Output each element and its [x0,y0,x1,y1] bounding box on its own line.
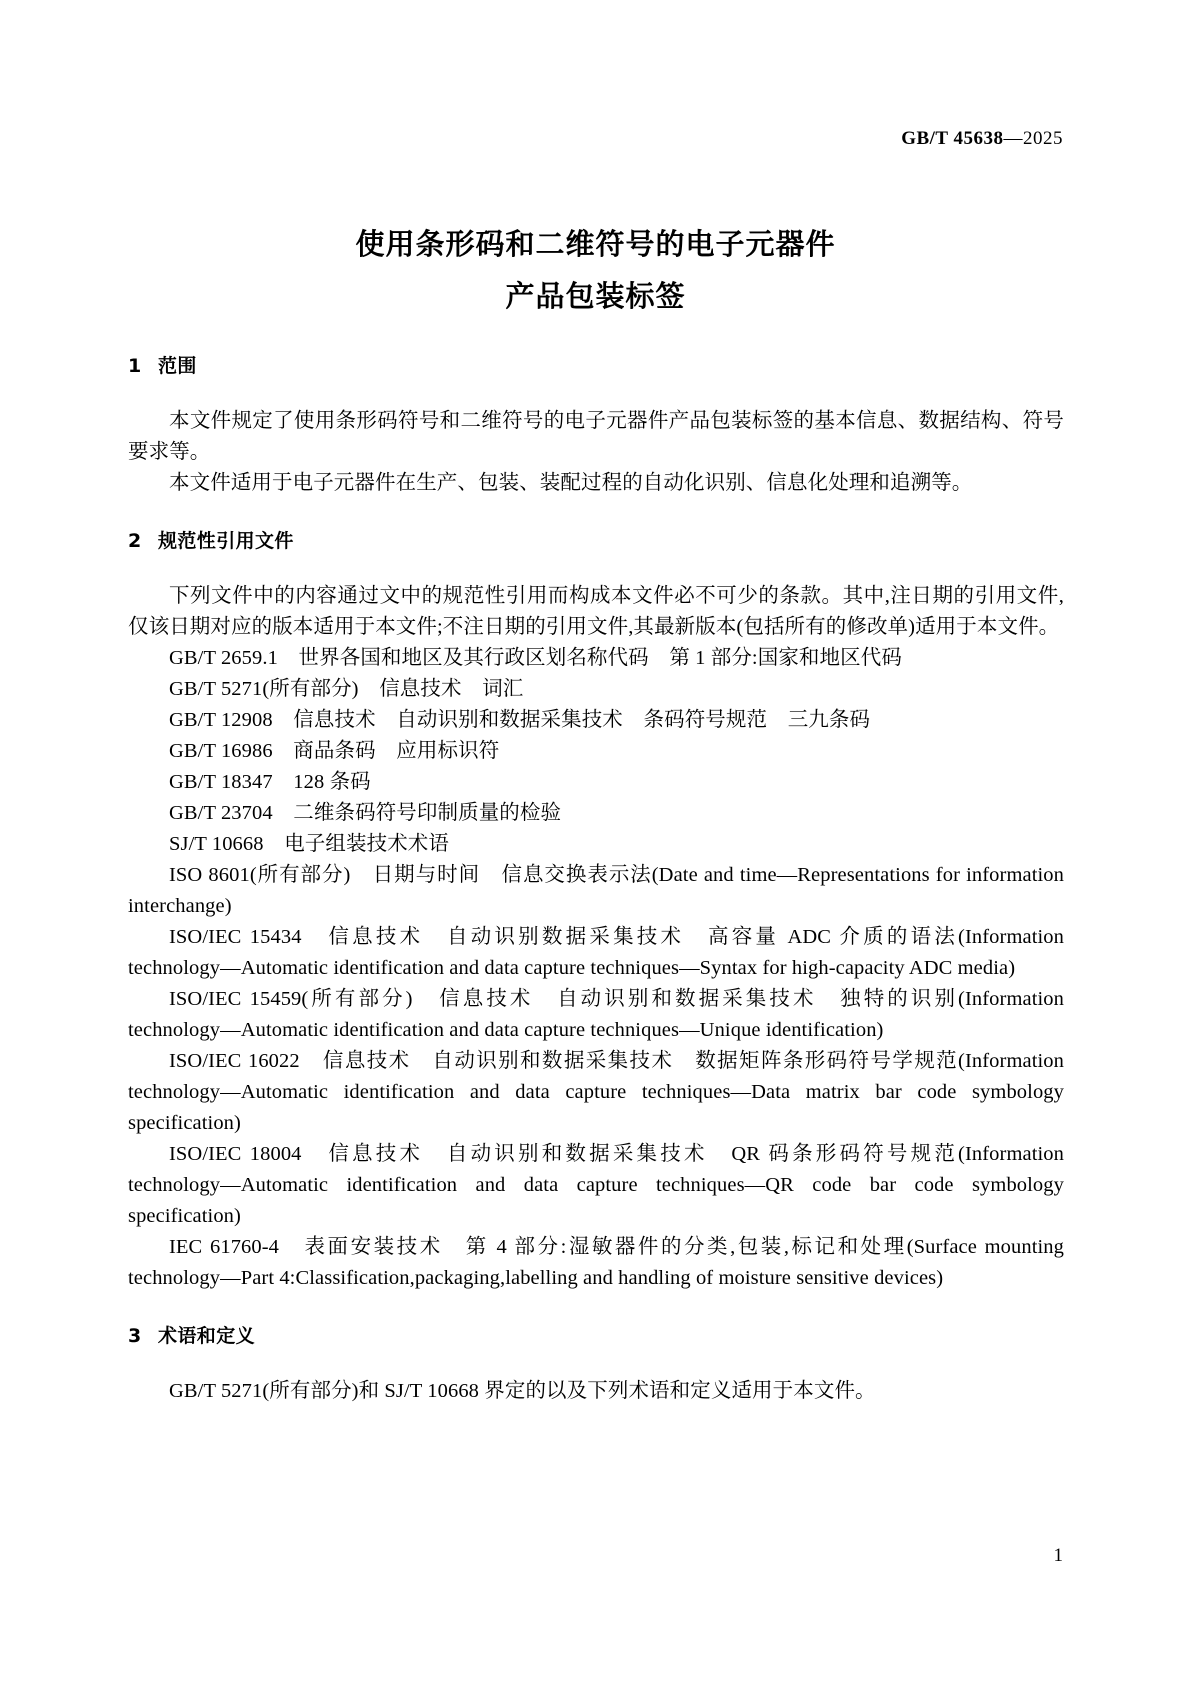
clause-2-paragraph-1: 下列文件中的内容通过文中的规范性引用而构成本文件必不可少的条款。其中,注日期的引用文件,仅该日期对应的版本适用于本文件;不注日期的引用文件,其最新版本(包括所有的修改单)适用于本文件。 [128,585,1064,638]
clause-number-1: 1 [128,355,142,377]
reference-item: ISO 8601(所有部分) 日期与时间 信息交换表示法(Date and time—Representations for information interchange) [128,864,1064,917]
page-number: 1 [1053,1545,1063,1566]
title-line-1: 使用条形码和二维符号的电子元器件 [355,227,836,261]
clause-number-3: 3 [128,1325,142,1347]
standard-number: GB/T 45638 [901,128,1004,149]
clause-1-paragraph-1: 本文件规定了使用条形码符号和二维符号的电子元器件产品包装标签的基本信息、数据结构、符号要求等。 [128,410,1064,463]
reference-item: ISO/IEC 15434 信息技术 自动识别数据采集技术 高容量 ADC 介质的语法(Information technology—Automatic identification and data capture techniques—Syntax for high-capacity ADC media) [128,926,1064,979]
document-body [128,352,1064,1407]
clause-heading-3 [128,1322,1064,1350]
reference-item: SJ/T 10668 电子组装技术术语 [169,833,450,855]
clause-title-3: 术语和定义 [158,1325,256,1347]
reference-item: GB/T 16986 商品条码 应用标识符 [169,740,500,762]
reference-item: GB/T 12908 信息技术 自动识别和数据采集技术 条码符号规范 三九条码 [169,709,871,731]
reference-item: GB/T 18347 128 条码 [169,771,371,793]
clause-title-2: 规范性引用文件 [158,530,294,552]
reference-item: IEC 61760-4 表面安装技术 第 4 部分:湿敏器件的分类,包装,标记和处理(Surface mounting technology—Part 4:Classification,packaging,labelling and handling of moisture sensitive devices) [128,1236,1064,1289]
clause-title-1: 范围 [158,355,197,377]
clause-heading-1 [128,352,1064,380]
clause-heading-2 [128,527,1064,555]
title-line-2: 产品包装标签 [505,279,686,313]
clause-1-paragraph-2: 本文件适用于电子元器件在生产、包装、装配过程的自动化识别、信息化处理和追溯等。 [169,472,973,494]
clause-3-paragraph-1: GB/T 5271(所有部分)和 SJ/T 10668 界定的以及下列术语和定义适用于本文件。 [169,1380,876,1402]
reference-item: GB/T 5271(所有部分) 信息技术 词汇 [169,678,524,700]
reference-item: GB/T 2659.1 世界各国和地区及其行政区划名称代码 第 1 部分:国家和地区代码 [169,647,902,669]
running-header [901,128,1063,150]
clause-number-2: 2 [128,530,142,552]
reference-item: ISO/IEC 15459(所有部分) 信息技术 自动识别和数据采集技术 独特的识别(Information technology—Automatic identification and data capture techniques—Unique identification) [128,988,1064,1041]
page-title [0,218,1191,322]
reference-item: ISO/IEC 18004 信息技术 自动识别和数据采集技术 QR 码条形码符号规范(Information technology—Automatic identification and data capture techniques—QR code bar code symbology specification) [128,1143,1064,1227]
reference-item: GB/T 23704 二维条码符号印制质量的检验 [169,802,562,824]
standard-year: —2025 [1003,128,1063,149]
reference-item: ISO/IEC 16022 信息技术 自动识别和数据采集技术 数据矩阵条形码符号学规范(Information technology—Automatic identification and data capture techniques—Data matrix bar code symbology specification) [128,1050,1064,1134]
